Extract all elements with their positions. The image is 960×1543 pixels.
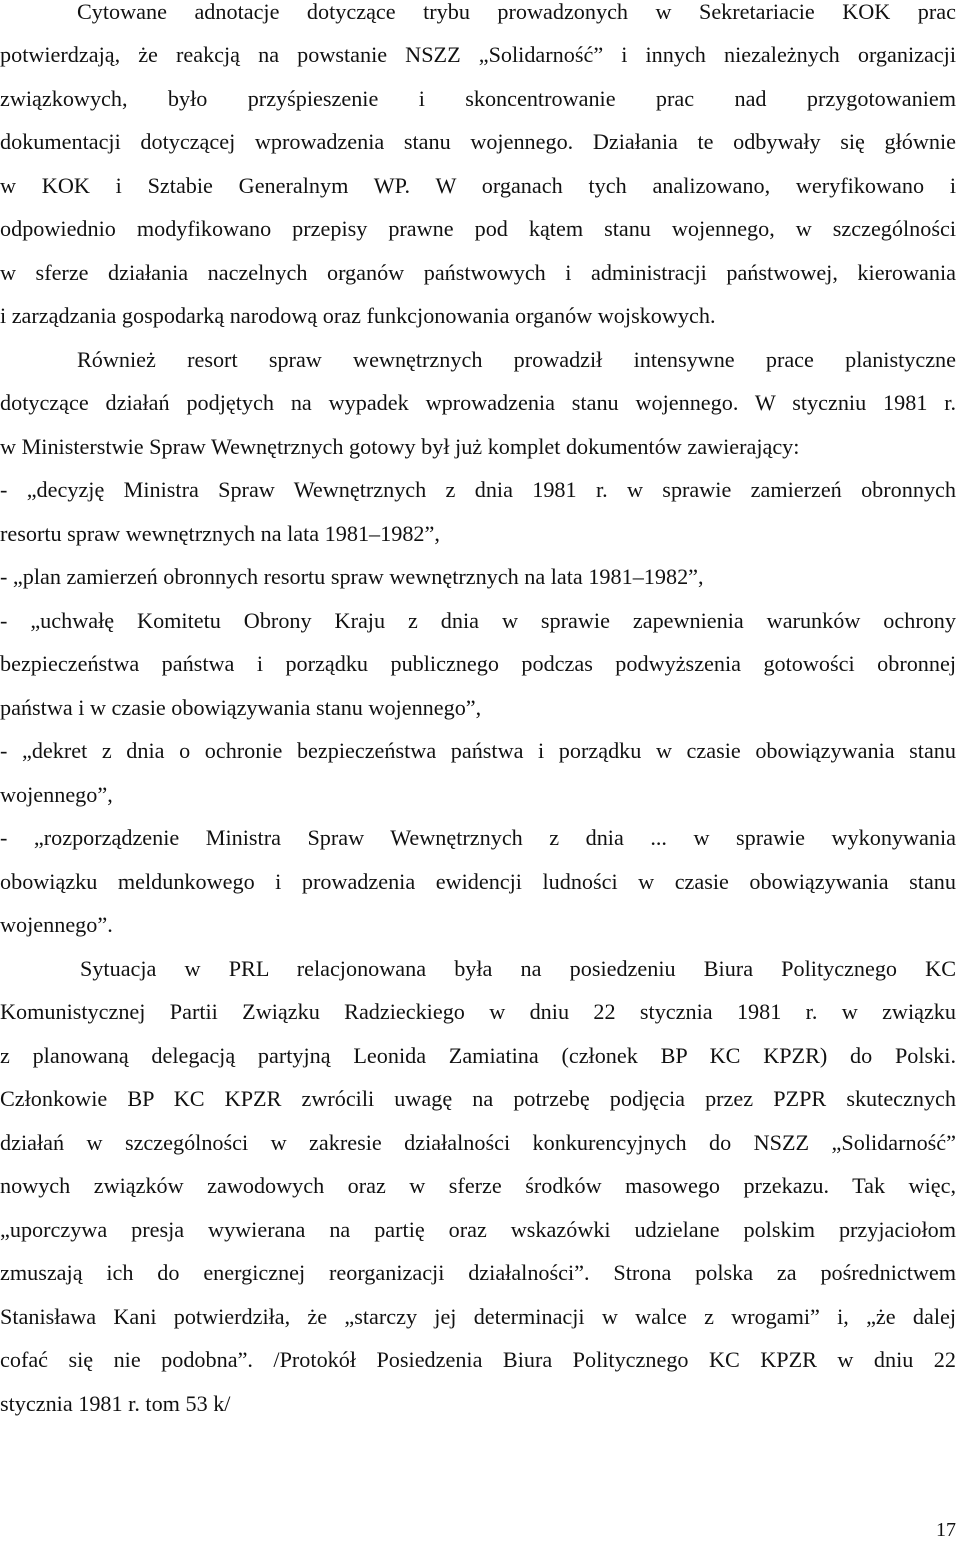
text-line: wojennego”,	[0, 782, 113, 807]
text-line: obowiązku meldunkowego i prowadzenia ewidencji ludności w czasie obowiązywania stanu	[0, 869, 956, 894]
text-line: odpowiednio modyfikowano przepisy prawne pod kątem stanu wojennego, w szczególności	[0, 216, 956, 241]
text-line: dokumentacji dotyczącej wprowadzenia stanu wojennego. Działania te odbywały się głównie	[0, 129, 956, 154]
text-line: cofać się nie podobna”. /Protokół Posiedzenia Biura Politycznego KC KPZR w dniu 22	[0, 1347, 956, 1372]
text-line: Również resort spraw wewnętrznych prowadził intensywne prace planistyczne	[77, 347, 956, 372]
text-line: Stanisława Kani potwierdziła, że „starczy jej determinacji w walce z wrogami” i, „że dalej	[0, 1304, 956, 1329]
text-line: potwierdzają, że reakcją na powstanie NSZZ „Solidarność” i innych niezależnych organizacji	[0, 42, 956, 67]
text-line: wojennego”.	[0, 912, 113, 937]
text-line: z planowaną delegacją partyjną Leonida Zamiatina (członek BP KC KPZR) do Polski.	[0, 1043, 956, 1068]
text-line: Członkowie BP KC KPZR zwrócili uwagę na potrzebę podjęcia przez PZPR skutecznych	[0, 1086, 956, 1111]
text-line: działań w szczególności w zakresie działalności konkurencyjnych do NSZZ „Solidarność”	[0, 1130, 956, 1155]
text-line: Cytowane adnotacje dotyczące trybu prowadzonych w Sekretariacie KOK prac	[77, 0, 956, 24]
text-line: państwa i w czasie obowiązywania stanu wojennego”,	[0, 695, 482, 720]
text-line: resortu spraw wewnętrznych na lata 1981–1982”,	[0, 521, 440, 546]
text-line: i zarządzania gospodarką narodową oraz funkcjonowania organów wojskowych.	[0, 303, 716, 328]
text-line: w Ministerstwie Spraw Wewnętrznych gotowy był już komplet dokumentów zawierający:	[0, 434, 800, 459]
text-line: zmuszają ich do energicznej reorganizacji działalności”. Strona polska za pośrednictwem	[0, 1260, 956, 1285]
text-line: - „plan zamierzeń obronnych resortu spraw wewnętrznych na lata 1981–1982”,	[0, 564, 704, 589]
text-line: stycznia 1981 r. tom 53 k/	[0, 1391, 231, 1416]
text-line: Sytuacja w PRL relacjonowana była na posiedzeniu Biura Politycznego KC	[80, 956, 956, 981]
text-line: nowych związków zawodowych oraz w sferze środków masowego przekazu. Tak więc,	[0, 1173, 956, 1198]
text-line: dotyczące działań podjętych na wypadek wprowadzenia stanu wojennego. W styczniu 1981 r.	[0, 390, 956, 415]
page-number: 17	[936, 1519, 956, 1541]
text-line: związkowych, było przyśpieszenie i skoncentrowanie prac nad przygotowaniem	[0, 86, 956, 111]
text-line: bezpieczeństwa państwa i porządku publicznego podczas podwyższenia gotowości obronnej	[0, 651, 956, 676]
text-line: Komunistycznej Partii Związku Radzieckiego w dniu 22 stycznia 1981 r. w związku	[0, 999, 956, 1024]
text-line: - „dekret z dnia o ochronie bezpieczeństwa państwa i porządku w czasie obowiązywania stanu	[0, 738, 956, 763]
text-line: - „rozporządzenie Ministra Spraw Wewnętrznych z dnia ... w sprawie wykonywania	[0, 825, 956, 850]
text-line: w sferze działania naczelnych organów państwowych i administracji państwowej, kierowania	[0, 260, 956, 285]
text-line: „uporczywa presja wywierana na partię oraz wskazówki udzielane polskim przyjaciołom	[0, 1217, 956, 1242]
text-line: w KOK i Sztabie Generalnym WP. W organach tych analizowano, weryfikowano i	[0, 173, 956, 198]
text-line: - „decyzję Ministra Spraw Wewnętrznych z dnia 1981 r. w sprawie zamierzeń obronnych	[0, 477, 956, 502]
text-line: - „uchwałę Komitetu Obrony Kraju z dnia w sprawie zapewnienia warunków ochrony	[0, 608, 956, 633]
